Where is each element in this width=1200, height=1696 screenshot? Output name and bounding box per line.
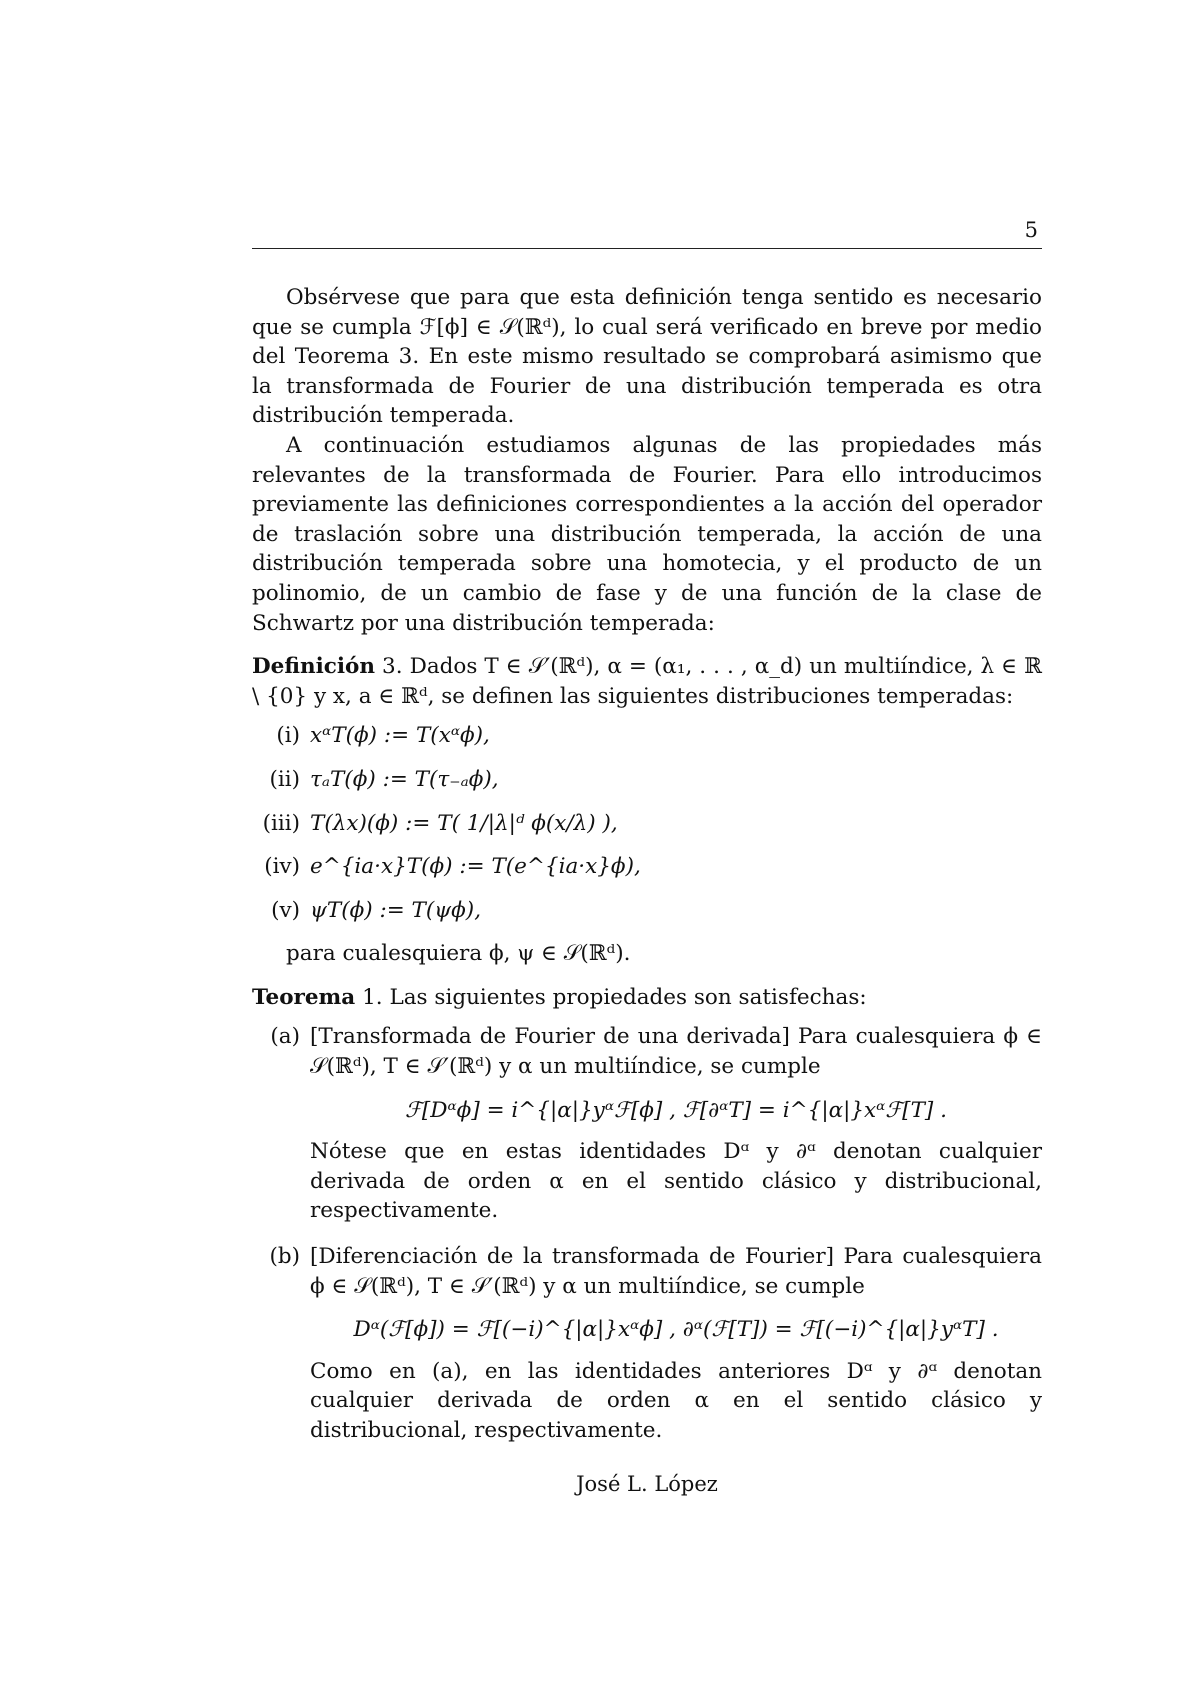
definition-item <box>252 765 1042 795</box>
theorem-title: Teorema <box>252 984 356 1010</box>
item-intro: [Diferenciación de la transformada de Fourier] Para cualesquiera ϕ ∈ 𝒮(ℝᵈ), T ∈ 𝒮′(ℝᵈ) y α un multiíndice, se cumple <box>310 1244 1042 1299</box>
item-intro: [Transformada de Fourier de una derivada] Para cualesquiera ϕ ∈ 𝒮(ℝᵈ), T ∈ 𝒮′(ℝᵈ) y α un multiíndice, se cumple <box>310 1024 1042 1080</box>
definition-3 <box>252 652 1042 969</box>
body-text <box>252 283 1042 1499</box>
item-note: Nótese que en estas identidades Dᵅ y ∂ᵅ denotan cualquier derivada de orden α en el sentido clásico y distribucional, respectivamente. <box>310 1139 1042 1224</box>
item-label: (iv) <box>264 854 300 880</box>
display-equation: Dᵅ(ℱ[ϕ]) = ℱ[(−i)^{|α|}xᵅϕ] , ∂ᵅ(ℱ[T]) = ℱ[(−i)^{|α|}yᵅT] . <box>353 1317 999 1343</box>
theorem-number: 1. <box>362 984 383 1010</box>
theorem-item-b <box>252 1242 1042 1446</box>
item-formula: T(λx)(ϕ) := T( 1/|λ|ᵈ ϕ(x/λ) ), <box>310 810 618 836</box>
item-label: (i) <box>276 723 300 749</box>
running-header <box>252 200 1042 249</box>
item-formula: ψT(ϕ) := T(ψϕ), <box>310 897 482 923</box>
definition-item <box>252 896 1042 926</box>
definition-number: 3. <box>382 654 403 680</box>
definition-item <box>252 809 1042 839</box>
definition-text: Dados T ∈ 𝒮′(ℝᵈ), α = (α₁, . . . , α_d) un multiíndice, λ ∈ ℝ \ {0} y x, a ∈ ℝᵈ, se definen las siguientes distribuciones temperadas: <box>252 654 1042 709</box>
definition-title: Definición <box>252 654 375 680</box>
page <box>252 200 1042 1499</box>
definition-tail: para cualesquiera ϕ, ψ ∈ 𝒮(ℝᵈ). <box>286 941 631 967</box>
item-label: (b) <box>269 1244 300 1270</box>
footer-author: José L. López <box>576 1471 718 1496</box>
theorem-1 <box>252 983 1042 1446</box>
display-equation: ℱ[Dᵅϕ] = i^{|α|}yᵅℱ[ϕ] , ℱ[∂ᵅT] = i^{|α|}xᵅℱ[T] . <box>405 1097 947 1123</box>
theorem-text: Las siguientes propiedades son satisfechas: <box>389 984 867 1010</box>
item-label: (a) <box>270 1024 300 1050</box>
paragraph-1: Obsérvese que para que esta definición tenga sentido es necesario que se cumpla ℱ[ϕ] ∈ 𝒮(ℝᵈ), lo cual será verificado en breve por medio del Teorema 3. En este mismo resultado se comprobará asimismo que la transformada de Fourier de una distribución temperada es otra distribución temperada. <box>252 285 1042 429</box>
item-label: (iii) <box>262 810 300 836</box>
definition-items <box>252 721 1042 925</box>
item-formula: e^{ia·x}T(ϕ) := T(e^{ia·x}ϕ), <box>310 854 641 880</box>
theorem-items <box>252 1022 1042 1445</box>
definition-item <box>252 721 1042 751</box>
item-formula: xᵅT(ϕ) := T(xᵅϕ), <box>310 723 490 749</box>
item-note: Como en (a), en las identidades anteriores Dᵅ y ∂ᵅ denotan cualquier derivada de orden α en el sentido clásico y distribucional, respectivamente. <box>310 1358 1042 1443</box>
item-label: (ii) <box>269 766 300 792</box>
paragraph-2: A continuación estudiamos algunas de las propiedades más relevantes de la transformada de Fourier. Para ello introducimos previamente las definiciones correspondientes a la acción del operador de traslación sobre una distribución temperada, la acción de una distribución temperada sobre una homotecia, y el producto de un polinomio, de un cambio de fase y de una función de la clase de Schwartz por una distribución temperada: <box>252 432 1042 636</box>
item-label: (v) <box>271 897 300 923</box>
theorem-item-a <box>252 1022 1042 1226</box>
definition-item <box>252 852 1042 882</box>
page-number: 5 <box>1024 218 1038 242</box>
item-formula: τₐT(ϕ) := T(τ₋ₐϕ), <box>310 766 499 792</box>
